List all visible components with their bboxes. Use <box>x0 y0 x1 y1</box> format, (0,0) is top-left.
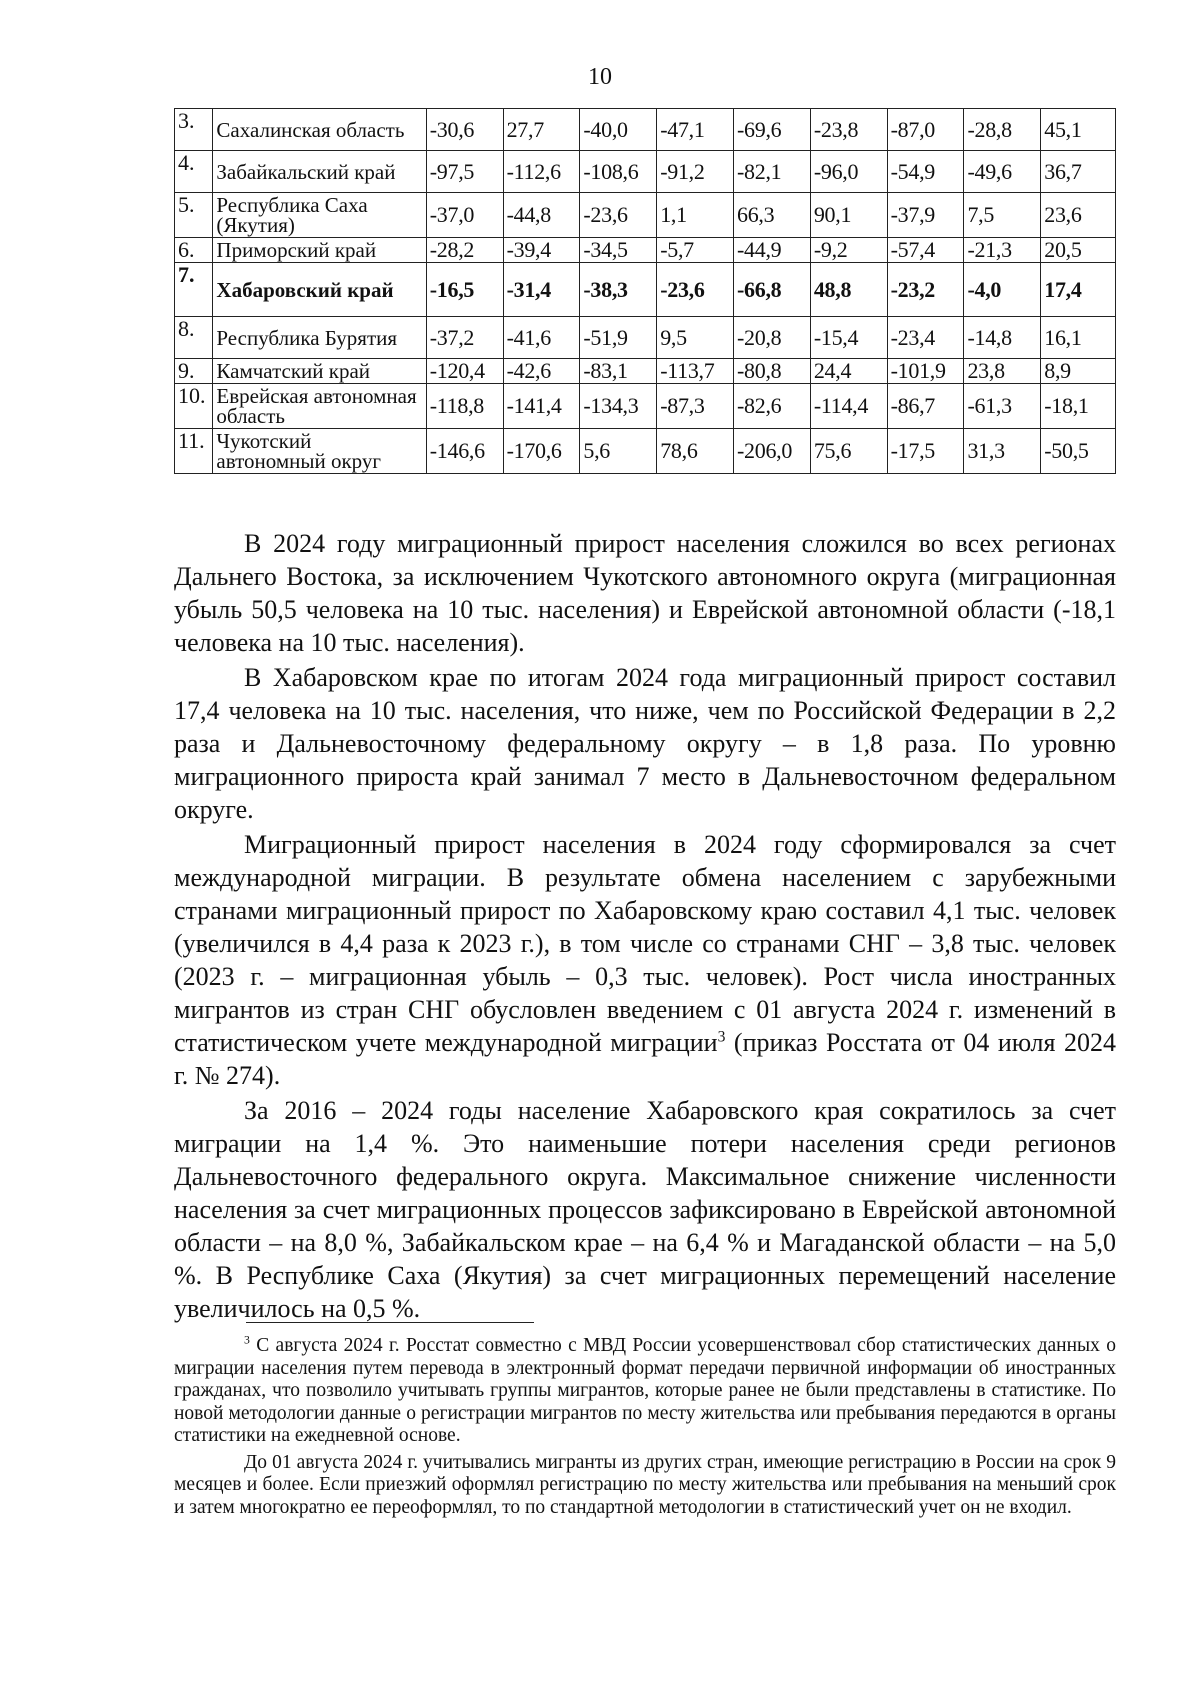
value-cell: -114,4 <box>810 384 887 429</box>
value-cell: 17,4 <box>1041 263 1116 317</box>
value-cell: -9,2 <box>810 238 887 263</box>
value-cell: -101,9 <box>887 359 964 384</box>
value-cell: 45,1 <box>1041 109 1116 151</box>
value-cell: -87,3 <box>657 384 734 429</box>
value-cell: -28,2 <box>426 238 503 263</box>
value-cell: -18,1 <box>1041 384 1116 429</box>
value-cell: -44,8 <box>503 193 580 238</box>
value-cell: -16,5 <box>426 263 503 317</box>
value-cell: -82,1 <box>734 151 811 193</box>
row-number: 3. <box>175 109 213 151</box>
value-cell: -41,6 <box>503 317 580 359</box>
value-cell: -5,7 <box>657 238 734 263</box>
value-cell: -4,0 <box>964 263 1041 317</box>
value-cell: -37,2 <box>426 317 503 359</box>
table-row <box>175 263 1116 317</box>
value-cell: -17,5 <box>887 429 964 474</box>
value-cell: 36,7 <box>1041 151 1116 193</box>
value-cell: -40,0 <box>580 109 657 151</box>
value-cell: -54,9 <box>887 151 964 193</box>
value-cell: -83,1 <box>580 359 657 384</box>
value-cell: -15,4 <box>810 317 887 359</box>
value-cell: -97,5 <box>426 151 503 193</box>
paragraph-4: За 2016 – 2024 годы население Хабаровского края сократилось за счет миграции на 1,4 %. Это наименьшие потери населения среди регионов Дальневосточного федерального округа. Максимальное снижение численности населения за счет миграционных процессов зафиксировано в Еврейской автономной области – на 8,0 %, Забайкальском крае – на 6,4 % и Магаданской области – на 5,0 %. В Республике Саха (Якутия) за счет миграционных перемещений население увеличилось на 0,5 %. <box>174 1096 1116 1323</box>
region-name: Сахалинская область <box>213 109 426 151</box>
row-number: 8. <box>175 317 213 359</box>
value-cell: -23,4 <box>887 317 964 359</box>
region-name: Чукотский автономный округ <box>213 429 426 474</box>
value-cell: -38,3 <box>580 263 657 317</box>
row-number: 10. <box>175 384 213 429</box>
page-number: 10 <box>588 64 612 90</box>
value-cell: -86,7 <box>887 384 964 429</box>
value-cell: 5,6 <box>580 429 657 474</box>
region-name: Республика Саха (Якутия) <box>213 193 426 238</box>
value-cell: 7,5 <box>964 193 1041 238</box>
table-row <box>175 359 1116 384</box>
value-cell: -14,8 <box>964 317 1041 359</box>
region-name: Хабаровский край <box>213 263 426 317</box>
value-cell: -47,1 <box>657 109 734 151</box>
paragraph-1: В 2024 году миграционный прирост населения сложился во всех регионах Дальнего Востока, за исключением Чукотского автономного округа (миграционная убыль 50,5 человека на 10 тыс. населения) и Еврейской автономной области (-18,1 человека на 10 тыс. населения). <box>174 529 1116 657</box>
value-cell: -61,3 <box>964 384 1041 429</box>
value-cell: 75,6 <box>810 429 887 474</box>
value-cell: -134,3 <box>580 384 657 429</box>
value-cell: -23,6 <box>580 193 657 238</box>
value-cell: -141,4 <box>503 384 580 429</box>
row-number: 11. <box>175 429 213 474</box>
value-cell: 8,9 <box>1041 359 1116 384</box>
value-cell: -66,8 <box>734 263 811 317</box>
footnote-text-1: С августа 2024 г. Росстат совместно с МВД России усовершенствовал сбор статистических данных о миграции населения путем перевода в электронный формат передачи первичной информации об иностранных гражданах, что позволило учитывать группы мигрантов, которые ранее не были представлены в статистике. По новой методологии данные о регистрации мигрантов по месту жительства или пребывания передаются в органы статистики на ежедневной основе. <box>174 1335 1116 1446</box>
value-cell: 27,7 <box>503 109 580 151</box>
value-cell: -44,9 <box>734 238 811 263</box>
value-cell: 23,6 <box>1041 193 1116 238</box>
region-name: Камчатский край <box>213 359 426 384</box>
value-cell: -118,8 <box>426 384 503 429</box>
footnote-reference[interactable]: 3 <box>717 1028 726 1046</box>
table-row <box>175 109 1116 151</box>
value-cell: -23,2 <box>887 263 964 317</box>
footnote-3 <box>174 1335 1116 1448</box>
table-row <box>175 151 1116 193</box>
value-cell: -96,0 <box>810 151 887 193</box>
value-cell: -87,0 <box>887 109 964 151</box>
table-row <box>175 193 1116 238</box>
row-number: 5. <box>175 193 213 238</box>
region-name: Республика Бурятия <box>213 317 426 359</box>
table-row <box>175 429 1116 474</box>
value-cell: -146,6 <box>426 429 503 474</box>
value-cell: 20,5 <box>1041 238 1116 263</box>
value-cell: -108,6 <box>580 151 657 193</box>
value-cell: 16,1 <box>1041 317 1116 359</box>
value-cell: -50,5 <box>1041 429 1116 474</box>
value-cell: -91,2 <box>657 151 734 193</box>
value-cell: -37,9 <box>887 193 964 238</box>
value-cell: -20,8 <box>734 317 811 359</box>
table-row <box>175 317 1116 359</box>
migration-table <box>174 108 1116 474</box>
value-cell: -206,0 <box>734 429 811 474</box>
value-cell: -21,3 <box>964 238 1041 263</box>
value-cell: -80,8 <box>734 359 811 384</box>
value-cell: -23,8 <box>810 109 887 151</box>
value-cell: -69,6 <box>734 109 811 151</box>
value-cell: -30,6 <box>426 109 503 151</box>
value-cell: -39,4 <box>503 238 580 263</box>
value-cell: 90,1 <box>810 193 887 238</box>
value-cell: 48,8 <box>810 263 887 317</box>
paragraph-3 <box>174 828 1116 1092</box>
value-cell: 24,4 <box>810 359 887 384</box>
body-text <box>174 527 1116 1325</box>
region-name: Забайкальский край <box>213 151 426 193</box>
paragraph-2: В Хабаровском крае по итогам 2024 года миграционный прирост составил 17,4 человека на 10 тыс. населения, что ниже, чем по Российской Федерации в 2,2 раза и Дальневосточному федеральному округу – в 1,8 раза. По уровню миграционного прироста край занимал 7 место в Дальневосточном федеральном округе. <box>174 663 1116 824</box>
value-cell: -82,6 <box>734 384 811 429</box>
row-number: 6. <box>175 238 213 263</box>
value-cell: -120,4 <box>426 359 503 384</box>
value-cell: -37,0 <box>426 193 503 238</box>
row-number: 9. <box>175 359 213 384</box>
table-row <box>175 384 1116 429</box>
row-number: 7. <box>175 263 213 317</box>
region-name: Еврейская автономная область <box>213 384 426 429</box>
footnote-divider <box>246 1322 534 1323</box>
value-cell: -42,6 <box>503 359 580 384</box>
value-cell: 1,1 <box>657 193 734 238</box>
value-cell: -31,4 <box>503 263 580 317</box>
value-cell: -49,6 <box>964 151 1041 193</box>
value-cell: 23,8 <box>964 359 1041 384</box>
value-cell: -57,4 <box>887 238 964 263</box>
footnotes <box>174 1335 1116 1519</box>
value-cell: -51,9 <box>580 317 657 359</box>
footnote-text-2: До 01 августа 2024 г. учитывались мигранты из других стран, имеющие регистрацию в России на срок 9 месяцев и более. Если приезжий оформлял регистрацию по месту жительства или пребывания на меньший срок и затем многократно ее переоформлял, то по стандартной методологии в статистический учет он не входил. <box>174 1451 1116 1518</box>
table-row <box>175 238 1116 263</box>
value-cell: -34,5 <box>580 238 657 263</box>
paragraph-3-text: Миграционный прирост населения в 2024 году сформировался за счет международной миграции. В результате обмена населением с зарубежными странами миграционный прирост по Хабаровскому краю составил 4,1 тыс. человек (увеличился в 4,4 раза к 2023 г.), в том числе со странами СНГ – 3,8 тыс. человек (2023 г. – миграционная убыль – 0,3 тыс. человек). Рост числа иностранных мигрантов из стран СНГ обусловлен введением с 01 августа 2024 г. изменений в статистическом учете международной миграции <box>174 830 1116 1057</box>
value-cell: -23,6 <box>657 263 734 317</box>
value-cell: 31,3 <box>964 429 1041 474</box>
value-cell: 66,3 <box>734 193 811 238</box>
value-cell: -28,8 <box>964 109 1041 151</box>
value-cell: 78,6 <box>657 429 734 474</box>
row-number: 4. <box>175 151 213 193</box>
value-cell: -113,7 <box>657 359 734 384</box>
table-body <box>175 109 1116 474</box>
value-cell: -170,6 <box>503 429 580 474</box>
region-name: Приморский край <box>213 238 426 263</box>
footnote-marker: 3 <box>244 1333 250 1347</box>
paragraph-3-tail: (приказ Росстата от 04 июля 2024 г. № 274). <box>174 1028 1116 1090</box>
value-cell: -112,6 <box>503 151 580 193</box>
value-cell: 9,5 <box>657 317 734 359</box>
